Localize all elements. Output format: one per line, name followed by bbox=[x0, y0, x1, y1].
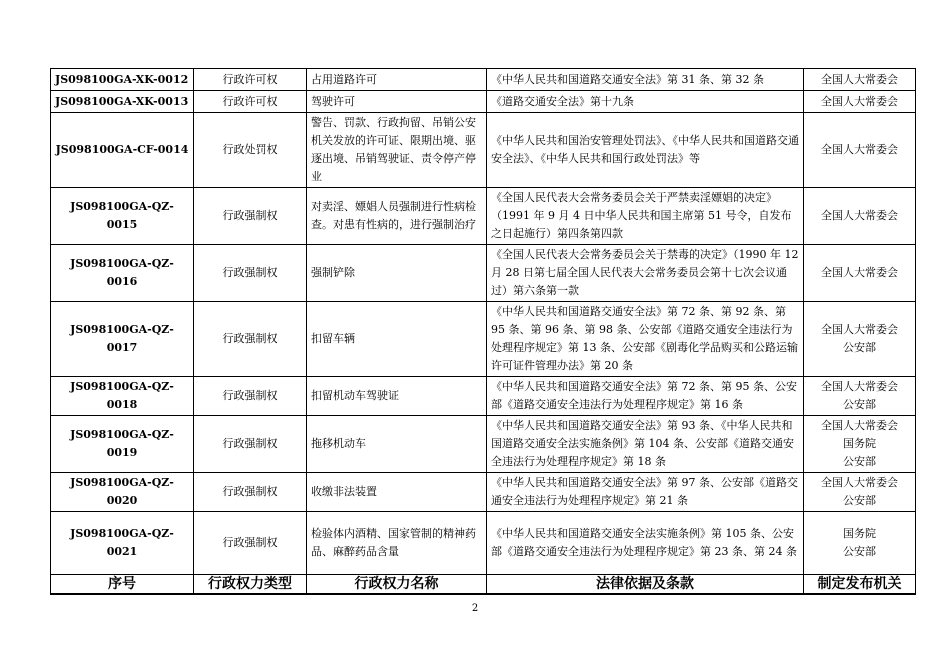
row-name: 拖移机动车 bbox=[307, 416, 487, 473]
row-type: 行政许可权 bbox=[194, 91, 307, 113]
row-name: 检验体内酒精、国家管制的精神药品、麻醉药品含量 bbox=[307, 512, 487, 575]
org-line: 全国人大常委会 bbox=[821, 380, 898, 393]
row-basis: 《中华人民共和国治安管理处罚法》、《中华人民共和国道路交通安全法》、《中华人民共和国行政处罚法》等 bbox=[487, 113, 804, 188]
row-org bbox=[804, 69, 916, 91]
row-name: 强制铲除 bbox=[307, 245, 487, 302]
row-org bbox=[804, 473, 916, 512]
powers-table bbox=[50, 68, 916, 595]
table-body bbox=[51, 69, 916, 595]
row-code: JS098100GA-QZ-0015 bbox=[51, 188, 194, 245]
table-row bbox=[51, 245, 916, 302]
row-basis: 《中华人民共和国道路交通安全法》第 97 条、公安部《道路交通安全违法行为处理程序规定》第 21 条 bbox=[487, 473, 804, 512]
row-code: JS098100GA-QZ-0017 bbox=[51, 302, 194, 377]
row-type: 行政强制权 bbox=[194, 473, 307, 512]
org-line: 公安部 bbox=[843, 398, 876, 411]
table-row bbox=[51, 416, 916, 473]
row-org bbox=[804, 302, 916, 377]
org-line: 国务院 bbox=[843, 527, 876, 540]
row-code: JS098100GA-QZ-0019 bbox=[51, 416, 194, 473]
row-basis: 《中华人民共和国道路交通安全法》第 72 条、第 95 条、公安部《道路交通安全违法行为处理程序规定》第 16 条 bbox=[487, 377, 804, 416]
table-row bbox=[51, 377, 916, 416]
row-code: JS098100GA-QZ-0020 bbox=[51, 473, 194, 512]
row-code: JS098100GA-CF-0014 bbox=[51, 113, 194, 188]
row-org bbox=[804, 416, 916, 473]
org-line: 全国人大常委会 bbox=[821, 419, 898, 432]
org-line: 国务院 bbox=[843, 437, 876, 450]
table-row bbox=[51, 188, 916, 245]
table-row bbox=[51, 113, 916, 188]
header-org: 制定发布机关 bbox=[804, 575, 916, 595]
table-header-row bbox=[51, 575, 916, 595]
org-line: 全国人大常委会 bbox=[821, 143, 898, 156]
row-type: 行政处罚权 bbox=[194, 113, 307, 188]
org-line: 全国人大常委会 bbox=[821, 476, 898, 489]
row-name: 扣留车辆 bbox=[307, 302, 487, 377]
row-name: 驾驶许可 bbox=[307, 91, 487, 113]
row-code: JS098100GA-XK-0013 bbox=[51, 91, 194, 113]
org-line: 全国人大常委会 bbox=[821, 72, 898, 86]
row-code: JS098100GA-QZ-0021 bbox=[51, 512, 194, 575]
row-org bbox=[804, 113, 916, 188]
row-basis: 《全国人民代表大会常务委员会关于严禁卖淫嫖娼的决定》（1991 年 9 月 4 日中华人民共和国主席第 51 号令，自发布之日起施行）第四条第四款 bbox=[487, 188, 804, 245]
row-org bbox=[804, 188, 916, 245]
row-name: 警告、罚款、行政拘留、吊销公安机关发放的许可证、限期出境、驱逐出境、吊销驾驶证、责令停产停业 bbox=[307, 113, 487, 188]
header-seq: 序号 bbox=[51, 575, 194, 595]
row-basis: 《中华人民共和国道路交通安全法实施条例》第 105 条、公安部《道路交通安全违法行为处理程序规定》第 23 条、第 24 条 bbox=[487, 512, 804, 575]
row-code: JS098100GA-QZ-0018 bbox=[51, 377, 194, 416]
row-org bbox=[804, 245, 916, 302]
row-basis: 《道路交通安全法》第十九条 bbox=[487, 91, 804, 113]
row-code: JS098100GA-XK-0012 bbox=[51, 69, 194, 91]
row-type: 行政强制权 bbox=[194, 188, 307, 245]
table-row bbox=[51, 512, 916, 575]
row-org bbox=[804, 512, 916, 575]
row-basis: 《中华人民共和国道路交通安全法》第 72 条、第 92 条、第 95 条、第 96 条、第 98 条、公安部《道路交通安全违法行为处理程序规定》第 13 条、公安部《剧毒化学品购买和公路运输许可证件管理办法》第 20 条 bbox=[487, 302, 804, 377]
row-org bbox=[804, 377, 916, 416]
table-row bbox=[51, 473, 916, 512]
row-type: 行政许可权 bbox=[194, 69, 307, 91]
org-line: 公安部 bbox=[843, 494, 876, 507]
org-line: 公安部 bbox=[843, 545, 876, 558]
row-name: 占用道路许可 bbox=[307, 69, 487, 91]
org-line: 全国人大常委会 bbox=[821, 323, 898, 336]
org-line: 全国人大常委会 bbox=[821, 209, 898, 222]
row-type: 行政强制权 bbox=[194, 377, 307, 416]
org-line: 公安部 bbox=[843, 455, 876, 468]
row-type: 行政强制权 bbox=[194, 512, 307, 575]
row-name: 对卖淫、嫖娼人员强制进行性病检查。对患有性病的，进行强制治疗 bbox=[307, 188, 487, 245]
org-line: 公安部 bbox=[843, 341, 876, 354]
org-line: 全国人大常委会 bbox=[821, 266, 898, 279]
header-basis: 法律依据及条款 bbox=[487, 575, 804, 595]
row-type: 行政强制权 bbox=[194, 245, 307, 302]
row-name: 扣留机动车驾驶证 bbox=[307, 377, 487, 416]
page-number: 2 bbox=[471, 603, 479, 614]
row-basis: 《中华人民共和国道路交通安全法》第 93 条、《中华人民共和国道路交通安全法实施条例》第 104 条、公安部《道路交通安全违法行为处理程序规定》第 18 条 bbox=[487, 416, 804, 473]
row-basis: 《全国人民代表大会常务委员会关于禁毒的决定》（1990 年 12 月 28 日第七届全国人民代表大会常务委员会第十七次会议通过）第六条第一款 bbox=[487, 245, 804, 302]
header-name: 行政权力名称 bbox=[307, 575, 487, 595]
org-line: 全国人大常委会 bbox=[821, 94, 898, 108]
row-basis: 《中华人民共和国道路交通安全法》第 31 条、第 32 条 bbox=[487, 69, 804, 91]
table-row bbox=[51, 302, 916, 377]
row-code: JS098100GA-QZ-0016 bbox=[51, 245, 194, 302]
row-type: 行政强制权 bbox=[194, 302, 307, 377]
row-name: 收缴非法装置 bbox=[307, 473, 487, 512]
table-row bbox=[51, 91, 916, 113]
row-type: 行政强制权 bbox=[194, 416, 307, 473]
header-type: 行政权力类型 bbox=[194, 575, 307, 595]
row-org bbox=[804, 91, 916, 113]
table-row bbox=[51, 69, 916, 91]
